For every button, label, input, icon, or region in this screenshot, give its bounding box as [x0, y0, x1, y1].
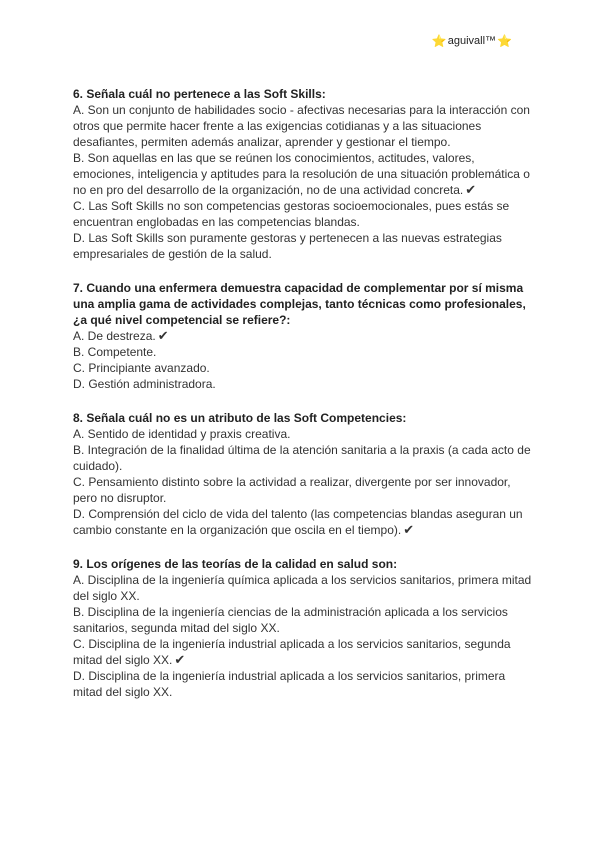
answer-text: C. Pensamiento distinto sobre la actividad a realizar, divergente por ser innovador, pero no disruptor. [73, 475, 511, 505]
answer-text: B. Integración de la finalidad última de la atención sanitaria a la praxis (a cada acto de cuidado). [73, 443, 531, 473]
answer-option [73, 636, 533, 668]
question-title: 7. Cuando una enfermera demuestra capacidad de complementar por sí misma una amplia gama de actividades complejas, tanto técnicas como profesionales, ¿a qué nivel competencial se refiere?: [73, 281, 526, 327]
answer-option [73, 376, 533, 392]
answer-text: D. Disciplina de la ingeniería industrial aplicada a los servicios sanitarios, primera mitad del siglo XX. [73, 669, 506, 699]
answer-option [73, 426, 533, 442]
answer-text: B. Disciplina de la ingeniería ciencias de la administración aplicada a los servicios sanitarios, segunda mitad del siglo XX. [73, 605, 508, 635]
answer-text: D. Las Soft Skills son puramente gestoras y pertenecen a las nuevas estrategias empresariales de gestión de la salud. [73, 231, 502, 261]
answer-option [73, 230, 533, 262]
answer-text: A. Son un conjunto de habilidades socio - afectivas necesarias para la interacción con otros que permite hacer frente a las exigencias cotidianas y a las situaciones desafiantes, permiten además analizar, aprender y gestionar el tiempo. [73, 103, 530, 149]
question-title: 9. Los orígenes de las teorías de la calidad en salud son: [73, 557, 398, 571]
question-6 [73, 86, 533, 262]
answer-text: A. Sentido de identidad y praxis creativa. [73, 427, 291, 441]
answer-text: D. Comprensión del ciclo de vida del talento (las competencias blandas aseguran un cambio constante en la organización que oscila en el tiempo). [73, 507, 523, 537]
answer-option [73, 668, 533, 700]
answer-option [73, 102, 533, 150]
star-icon: ⭐ [497, 34, 512, 48]
question-8 [73, 410, 533, 538]
checkmark-icon: ✔ [465, 182, 477, 197]
answer-text: C. Las Soft Skills no son competencias gestoras socioemocionales, pues estás se encuentran englobadas en las competencias blandas. [73, 199, 510, 229]
checkmark-icon: ✔ [403, 522, 415, 537]
star-icon: ⭐ [431, 34, 447, 48]
question-title: 6. Señala cuál no pertenece a las Soft Skills: [73, 87, 326, 101]
answer-option [73, 604, 533, 636]
page-header [432, 34, 512, 48]
answer-text: D. Gestión administradora. [73, 377, 216, 391]
answer-option [73, 506, 533, 538]
answer-text: A. Disciplina de la ingeniería química aplicada a los servicios sanitarios, primera mitad del siglo XX. [73, 573, 532, 603]
answer-option [73, 474, 533, 506]
question-9 [73, 556, 533, 700]
answer-option [73, 572, 533, 604]
answer-option [73, 442, 533, 474]
question-title: 8. Señala cuál no es un atributo de las Soft Competencies: [73, 411, 407, 425]
question-7 [73, 280, 533, 392]
answer-option [73, 198, 533, 230]
answer-option [73, 344, 533, 360]
checkmark-icon: ✔ [174, 652, 186, 667]
answer-text: C. Disciplina de la ingeniería industrial aplicada a los servicios sanitarios, segunda mitad del siglo XX. [73, 637, 511, 667]
answer-text: B. Competente. [73, 345, 157, 359]
checkmark-icon: ✔ [157, 328, 169, 343]
answer-option [73, 150, 533, 198]
questions-list [73, 86, 533, 718]
answer-text: C. Principiante avanzado. [73, 361, 210, 375]
answer-text: A. De destreza. [73, 329, 156, 343]
author-mark: aguivall™ [447, 35, 497, 47]
answer-option [73, 360, 533, 376]
answer-option [73, 328, 533, 344]
answer-text: B. Son aquellas en las que se reúnen los conocimientos, actitudes, valores, emociones, inteligencia y aptitudes para la resolución de una situación problemática o no en pro del desarrollo de la organización, no de una actividad concreta. [73, 151, 530, 197]
